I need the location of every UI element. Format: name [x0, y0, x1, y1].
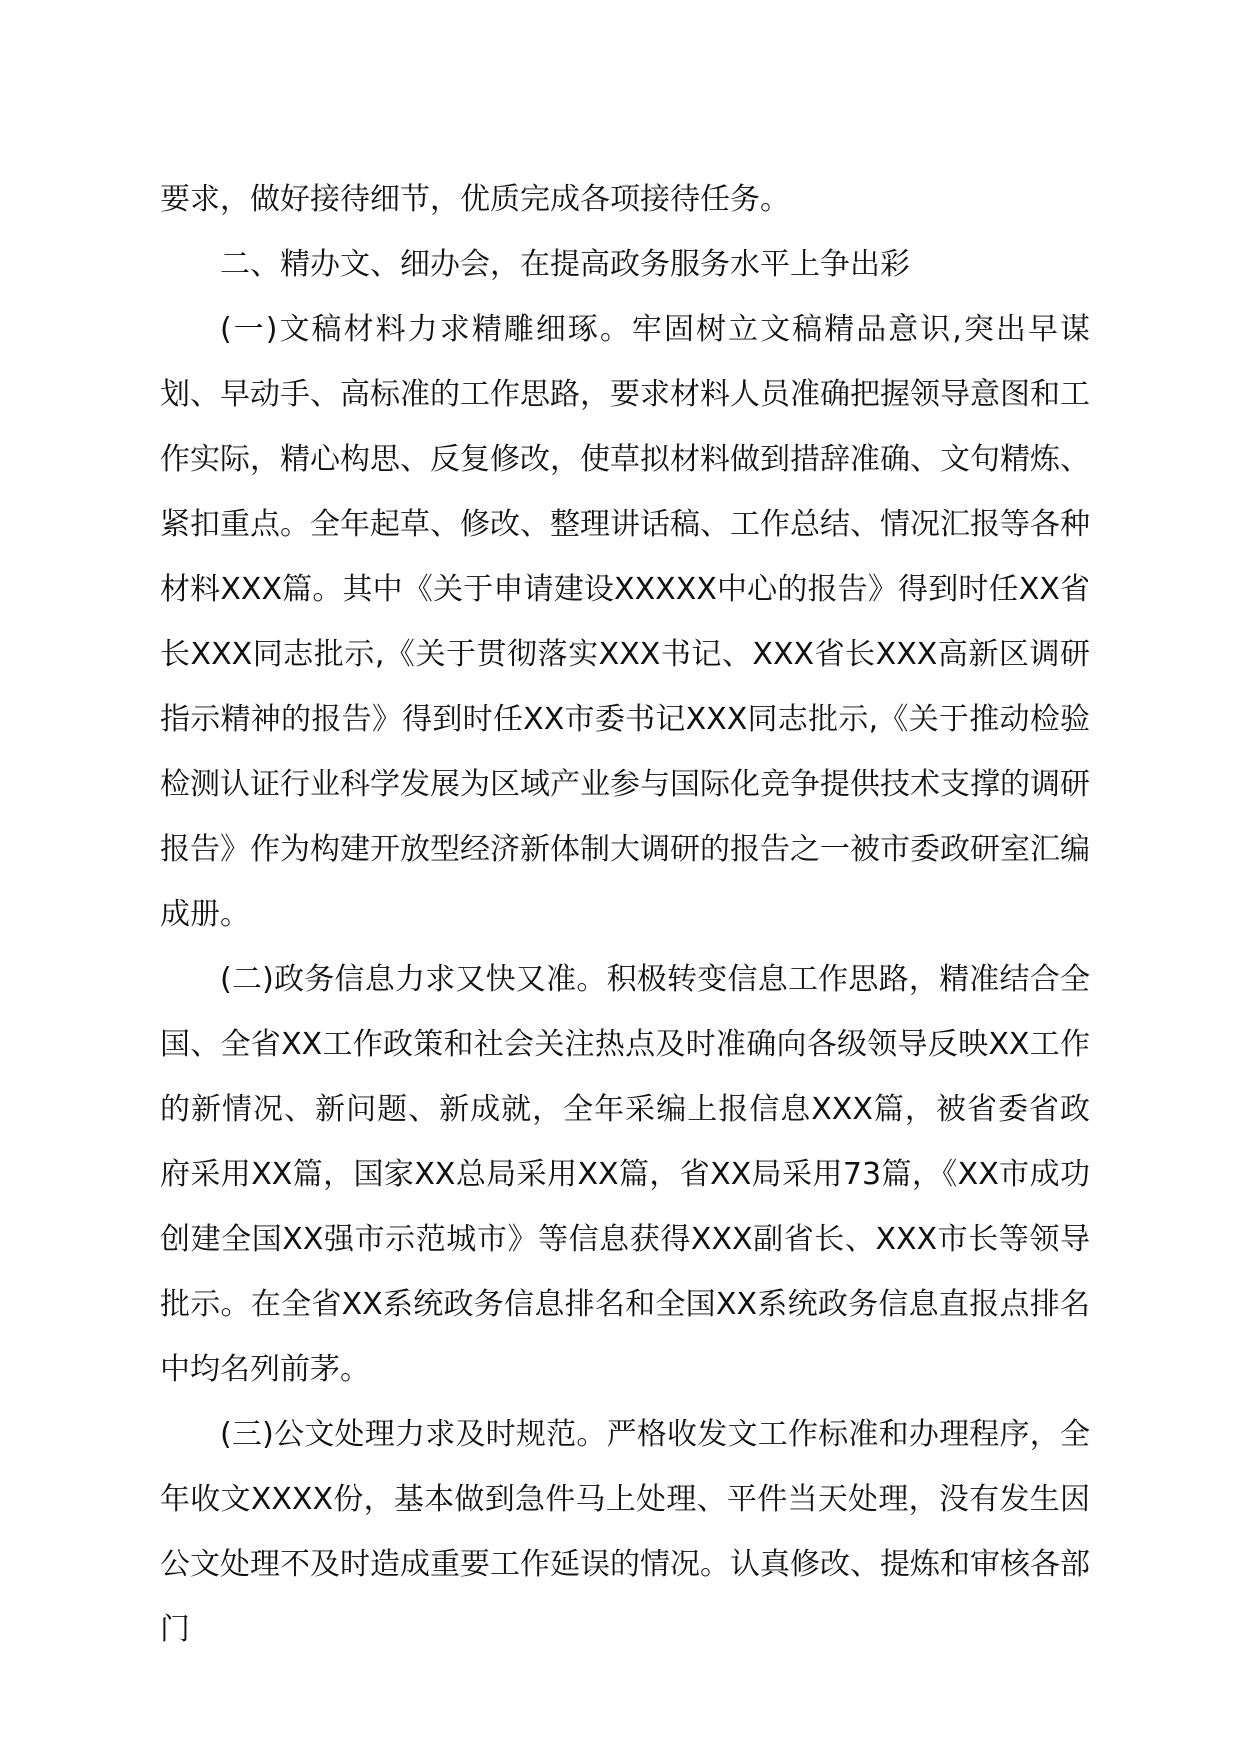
paragraph-continuation: 要求，做好接待细节，优质完成各项接待任务。	[160, 182, 790, 217]
paragraph-documents: (一)文稿材料力求精雕细琢。牢固树立文稿精品意识,突出早谋划、早动手、高标准的工作思路，要求材料人员准确把握领导意图和工作实际，精心构思、反复修改，使草拟材料做到措辞准确、文句精炼、紧扣重点。全年起草、修改、整理讲话稿、工作总结、情况汇报等各种材料XXX篇。其中《关于申请建设XXXXX中心的报告》得到时任XX省长XXX同志批示,《关于贯彻落实XXX书记、XXX省长XXX高新区调研指示精神的报告》得到时任XX市委书记XXX同志批示,《关于推动检验检测认证行业科学发展为区域产业参与国际化竞争提供技术支撑的调研报告》作为构建开放型经济新体制大调研的报告之一被市委政研室汇编成册。	[160, 312, 1090, 932]
paragraph-document-processing: (三)公文处理力求及时规范。严格收发文工作标准和办理程序，全年收文XXXX份，基本做到急件马上处理、平件当天处理，没有发生因公文处理不及时造成重要工作延误的情况。认真修改、提炼和审核各部门	[160, 1417, 1090, 1647]
document-body	[160, 167, 1090, 1662]
section-heading: 二、精办文、细办会，在提高政务服务水平上争出彩	[220, 247, 910, 282]
paragraph-information: (二)政务信息力求又快又准。积极转变信息工作思路，精准结合全国、全省XX工作政策和社会关注热点及时准确向各级领导反映XX工作的新情况、新问题、新成就，全年采编上报信息XXX篇，被省委省政府采用XX篇，国家XX总局采用XX篇，省XX局采用73篇，《XX市成功创建全国XX强市示范城市》等信息获得XXX副省长、XXX市长等领导批示。在全省XX系统政务信息排名和全国XX系统政务信息直报点排名中均名列前茅。	[160, 962, 1090, 1387]
